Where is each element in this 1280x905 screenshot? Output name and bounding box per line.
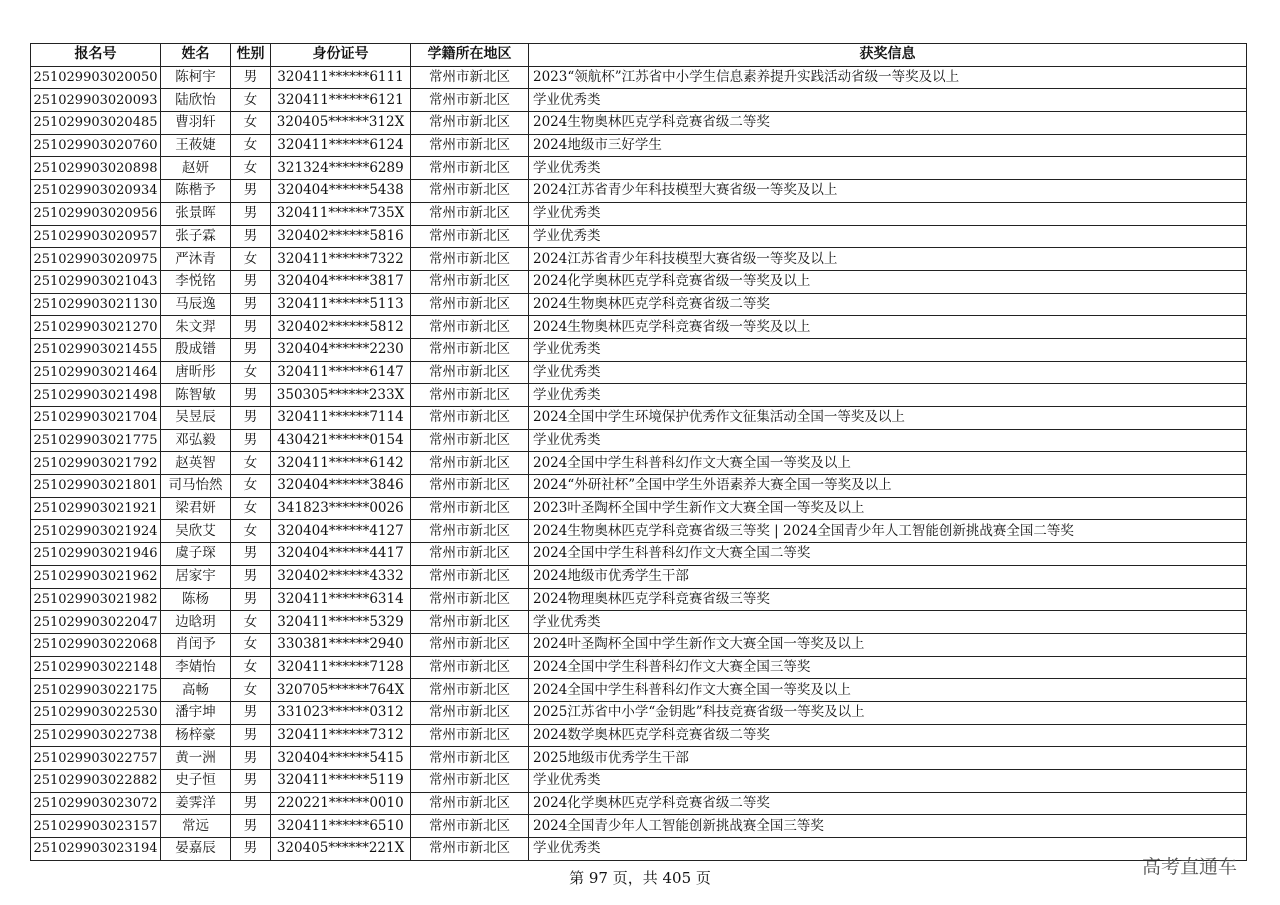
gender-cell: 女 (231, 134, 271, 157)
table-row (31, 815, 1247, 838)
header-id-number: 身份证号 (271, 44, 411, 67)
name-cell: 殷成镨 (161, 338, 231, 361)
award-info-cell: 2024全国青少年人工智能创新挑战赛全国三等奖 (529, 815, 1247, 838)
region-cell: 常州市新北区 (411, 633, 529, 656)
name-cell: 邓弘毅 (161, 429, 231, 452)
registration-no-cell: 251029903020956 (31, 202, 161, 225)
registration-no-cell: 251029903020050 (31, 66, 161, 89)
gender-cell: 男 (231, 407, 271, 430)
table-row (31, 338, 1247, 361)
name-cell: 杨梓豪 (161, 724, 231, 747)
award-info-cell: 学业优秀类 (529, 89, 1247, 112)
award-info-cell: 学业优秀类 (529, 384, 1247, 407)
name-cell: 朱文羿 (161, 316, 231, 339)
gender-cell: 男 (231, 565, 271, 588)
id-number-cell: 320402******4332 (271, 565, 411, 588)
region-cell: 常州市新北区 (411, 112, 529, 135)
registration-no-cell: 251029903021924 (31, 520, 161, 543)
gender-cell: 女 (231, 452, 271, 475)
registration-no-cell: 251029903023072 (31, 792, 161, 815)
region-cell: 常州市新北区 (411, 838, 529, 861)
table-row (31, 361, 1247, 384)
registration-no-cell: 251029903022047 (31, 611, 161, 634)
id-number-cell: 320411******6314 (271, 588, 411, 611)
id-number-cell: 320411******6124 (271, 134, 411, 157)
table-row (31, 747, 1247, 770)
id-number-cell: 320411******6147 (271, 361, 411, 384)
id-number-cell: 320411******7114 (271, 407, 411, 430)
region-cell: 常州市新北区 (411, 293, 529, 316)
name-cell: 陈柯宇 (161, 66, 231, 89)
id-number-cell: 350305******233X (271, 384, 411, 407)
region-cell: 常州市新北区 (411, 565, 529, 588)
table-row (31, 497, 1247, 520)
gender-cell: 男 (231, 543, 271, 566)
table-row (31, 565, 1247, 588)
registration-no-cell: 251029903020485 (31, 112, 161, 135)
region-cell: 常州市新北区 (411, 180, 529, 203)
table-row (31, 656, 1247, 679)
award-info-cell: 2024江苏省青少年科技模型大赛省级一等奖及以上 (529, 248, 1247, 271)
table-row (31, 157, 1247, 180)
gender-cell: 男 (231, 225, 271, 248)
gender-cell: 男 (231, 747, 271, 770)
registration-no-cell: 251029903021130 (31, 293, 161, 316)
award-info-cell: 学业优秀类 (529, 429, 1247, 452)
gender-cell: 男 (231, 429, 271, 452)
table-row (31, 429, 1247, 452)
region-cell: 常州市新北区 (411, 89, 529, 112)
region-cell: 常州市新北区 (411, 429, 529, 452)
table-row (31, 611, 1247, 634)
registration-no-cell: 251029903020760 (31, 134, 161, 157)
id-number-cell: 341823******0026 (271, 497, 411, 520)
registration-no-cell: 251029903021270 (31, 316, 161, 339)
award-info-cell: 学业优秀类 (529, 838, 1247, 861)
table-row (31, 270, 1247, 293)
registration-no-cell: 251029903023157 (31, 815, 161, 838)
region-cell: 常州市新北区 (411, 679, 529, 702)
award-info-cell: 2024生物奥林匹克学科竞赛省级三等奖 | 2024全国青少年人工智能创新挑战赛全国二等奖 (529, 520, 1247, 543)
page-number: 第 97 页，共 405 页 (569, 869, 711, 887)
registration-no-cell: 251029903021455 (31, 338, 161, 361)
table-row (31, 701, 1247, 724)
registration-no-cell: 251029903022882 (31, 770, 161, 793)
registration-no-cell: 251029903023194 (31, 838, 161, 861)
gender-cell: 女 (231, 497, 271, 520)
region-cell: 常州市新北区 (411, 701, 529, 724)
id-number-cell: 331023******0312 (271, 701, 411, 724)
table-row (31, 225, 1247, 248)
gender-cell: 女 (231, 520, 271, 543)
registration-no-cell: 251029903021801 (31, 475, 161, 498)
table-row (31, 384, 1247, 407)
award-info-cell: 2024全国中学生科普科幻作文大赛全国二等奖 (529, 543, 1247, 566)
region-cell: 常州市新北区 (411, 66, 529, 89)
award-info-cell: 2023“领航杯”江苏省中小学生信息素养提升实践活动省级一等奖及以上 (529, 66, 1247, 89)
name-cell: 虞子琛 (161, 543, 231, 566)
award-info-cell: 2025江苏省中小学“金钥匙”科技竞赛省级一等奖及以上 (529, 701, 1247, 724)
registration-no-cell: 251029903021775 (31, 429, 161, 452)
region-cell: 常州市新北区 (411, 338, 529, 361)
gender-cell: 女 (231, 157, 271, 180)
id-number-cell: 320411******7128 (271, 656, 411, 679)
table-row (31, 770, 1247, 793)
id-number-cell: 320705******764X (271, 679, 411, 702)
name-cell: 马辰逸 (161, 293, 231, 316)
award-info-cell: 2024叶圣陶杯全国中学生新作文大赛全国一等奖及以上 (529, 633, 1247, 656)
id-number-cell: 220221******0010 (271, 792, 411, 815)
registration-no-cell: 251029903021982 (31, 588, 161, 611)
gender-cell: 女 (231, 475, 271, 498)
name-cell: 陈楷予 (161, 180, 231, 203)
region-cell: 常州市新北区 (411, 270, 529, 293)
award-info-cell: 2024化学奥林匹克学科竞赛省级二等奖 (529, 792, 1247, 815)
award-list-table (30, 43, 1247, 861)
region-cell: 常州市新北区 (411, 452, 529, 475)
table-row (31, 112, 1247, 135)
id-number-cell: 320411******5119 (271, 770, 411, 793)
name-cell: 王莜婕 (161, 134, 231, 157)
table-row (31, 293, 1247, 316)
award-info-cell: 学业优秀类 (529, 770, 1247, 793)
registration-no-cell: 251029903021921 (31, 497, 161, 520)
award-info-cell: 学业优秀类 (529, 157, 1247, 180)
header-registration-no: 报名号 (31, 44, 161, 67)
id-number-cell: 320404******2230 (271, 338, 411, 361)
registration-no-cell: 251029903022530 (31, 701, 161, 724)
region-cell: 常州市新北区 (411, 770, 529, 793)
name-cell: 陈智敏 (161, 384, 231, 407)
name-cell: 陆欣怡 (161, 89, 231, 112)
region-cell: 常州市新北区 (411, 202, 529, 225)
table-row (31, 588, 1247, 611)
table-body (31, 66, 1247, 860)
region-cell: 常州市新北区 (411, 497, 529, 520)
header-region: 学籍所在地区 (411, 44, 529, 67)
award-info-cell: 2024地级市优秀学生干部 (529, 565, 1247, 588)
registration-no-cell: 251029903021792 (31, 452, 161, 475)
table-row (31, 452, 1247, 475)
table-row (31, 89, 1247, 112)
table-row (31, 633, 1247, 656)
registration-no-cell: 251029903022148 (31, 656, 161, 679)
award-info-cell: 2024物理奥林匹克学科竞赛省级三等奖 (529, 588, 1247, 611)
region-cell: 常州市新北区 (411, 724, 529, 747)
table-header-row (31, 44, 1247, 67)
name-cell: 姜霁洋 (161, 792, 231, 815)
id-number-cell: 320411******6111 (271, 66, 411, 89)
name-cell: 赵英智 (161, 452, 231, 475)
award-info-cell: 2024地级市三好学生 (529, 134, 1247, 157)
award-info-cell: 2024江苏省青少年科技模型大赛省级一等奖及以上 (529, 180, 1247, 203)
name-cell: 赵妍 (161, 157, 231, 180)
id-number-cell: 321324******6289 (271, 157, 411, 180)
gender-cell: 女 (231, 89, 271, 112)
name-cell: 李婧怡 (161, 656, 231, 679)
id-number-cell: 330381******2940 (271, 633, 411, 656)
registration-no-cell: 251029903022738 (31, 724, 161, 747)
registration-no-cell: 251029903020093 (31, 89, 161, 112)
registration-no-cell: 251029903021704 (31, 407, 161, 430)
name-cell: 吴欣艾 (161, 520, 231, 543)
gender-cell: 男 (231, 316, 271, 339)
table-row (31, 543, 1247, 566)
award-info-cell: 2024“外研社杯”全国中学生外语素养大赛全国一等奖及以上 (529, 475, 1247, 498)
registration-no-cell: 251029903022068 (31, 633, 161, 656)
name-cell: 严沐青 (161, 248, 231, 271)
gender-cell: 男 (231, 701, 271, 724)
id-number-cell: 320404******4127 (271, 520, 411, 543)
watermark-text: 高考直通车 (1142, 856, 1238, 878)
gender-cell: 女 (231, 611, 271, 634)
id-number-cell: 320404******3846 (271, 475, 411, 498)
table-row (31, 134, 1247, 157)
award-info-cell: 学业优秀类 (529, 361, 1247, 384)
name-cell: 史子恒 (161, 770, 231, 793)
table-row (31, 316, 1247, 339)
id-number-cell: 320405******312X (271, 112, 411, 135)
gender-cell: 女 (231, 361, 271, 384)
registration-no-cell: 251029903022175 (31, 679, 161, 702)
region-cell: 常州市新北区 (411, 543, 529, 566)
award-info-cell: 2024生物奥林匹克学科竞赛省级二等奖 (529, 293, 1247, 316)
name-cell: 司马怡然 (161, 475, 231, 498)
registration-no-cell: 251029903020957 (31, 225, 161, 248)
header-award-info: 获奖信息 (529, 44, 1247, 67)
name-cell: 居家宇 (161, 565, 231, 588)
award-info-cell: 学业优秀类 (529, 611, 1247, 634)
award-info-cell: 学业优秀类 (529, 338, 1247, 361)
gender-cell: 男 (231, 792, 271, 815)
award-info-cell: 2025地级市优秀学生干部 (529, 747, 1247, 770)
award-info-cell: 2024全国中学生科普科幻作文大赛全国一等奖及以上 (529, 452, 1247, 475)
table-row (31, 202, 1247, 225)
award-info-cell: 学业优秀类 (529, 225, 1247, 248)
gender-cell: 女 (231, 248, 271, 271)
gender-cell: 男 (231, 270, 271, 293)
name-cell: 陈杨 (161, 588, 231, 611)
region-cell: 常州市新北区 (411, 475, 529, 498)
award-info-cell: 2024全国中学生科普科幻作文大赛全国一等奖及以上 (529, 679, 1247, 702)
id-number-cell: 320405******221X (271, 838, 411, 861)
id-number-cell: 320404******4417 (271, 543, 411, 566)
region-cell: 常州市新北区 (411, 815, 529, 838)
name-cell: 唐昕彤 (161, 361, 231, 384)
gender-cell: 女 (231, 633, 271, 656)
id-number-cell: 320411******7312 (271, 724, 411, 747)
table-row (31, 520, 1247, 543)
gender-cell: 女 (231, 679, 271, 702)
region-cell: 常州市新北区 (411, 248, 529, 271)
table-row (31, 407, 1247, 430)
registration-no-cell: 251029903020934 (31, 180, 161, 203)
name-cell: 张景晖 (161, 202, 231, 225)
award-info-cell: 2024全国中学生环境保护优秀作文征集活动全国一等奖及以上 (529, 407, 1247, 430)
region-cell: 常州市新北区 (411, 588, 529, 611)
name-cell: 李悦铭 (161, 270, 231, 293)
id-number-cell: 430421******0154 (271, 429, 411, 452)
table-row (31, 475, 1247, 498)
name-cell: 潘宇坤 (161, 701, 231, 724)
region-cell: 常州市新北区 (411, 384, 529, 407)
registration-no-cell: 251029903022757 (31, 747, 161, 770)
header-gender: 性别 (231, 44, 271, 67)
registration-no-cell: 251029903021498 (31, 384, 161, 407)
name-cell: 吴昱辰 (161, 407, 231, 430)
award-info-cell: 2024化学奥林匹克学科竞赛省级一等奖及以上 (529, 270, 1247, 293)
region-cell: 常州市新北区 (411, 407, 529, 430)
table-row (31, 838, 1247, 861)
id-number-cell: 320411******735X (271, 202, 411, 225)
region-cell: 常州市新北区 (411, 747, 529, 770)
gender-cell: 男 (231, 724, 271, 747)
award-info-cell: 2024生物奥林匹克学科竞赛省级一等奖及以上 (529, 316, 1247, 339)
region-cell: 常州市新北区 (411, 520, 529, 543)
name-cell: 黄一洲 (161, 747, 231, 770)
name-cell: 梁君妍 (161, 497, 231, 520)
gender-cell: 男 (231, 338, 271, 361)
region-cell: 常州市新北区 (411, 316, 529, 339)
region-cell: 常州市新北区 (411, 792, 529, 815)
region-cell: 常州市新北区 (411, 157, 529, 180)
name-cell: 张子霖 (161, 225, 231, 248)
registration-no-cell: 251029903020975 (31, 248, 161, 271)
name-cell: 肖闰予 (161, 633, 231, 656)
id-number-cell: 320411******7322 (271, 248, 411, 271)
id-number-cell: 320411******5113 (271, 293, 411, 316)
region-cell: 常州市新北区 (411, 225, 529, 248)
id-number-cell: 320411******6142 (271, 452, 411, 475)
id-number-cell: 320404******5438 (271, 180, 411, 203)
id-number-cell: 320411******6121 (271, 89, 411, 112)
id-number-cell: 320411******5329 (271, 611, 411, 634)
table-row (31, 66, 1247, 89)
gender-cell: 男 (231, 66, 271, 89)
award-info-cell: 2023叶圣陶杯全国中学生新作文大赛全国一等奖及以上 (529, 497, 1247, 520)
gender-cell: 男 (231, 202, 271, 225)
gender-cell: 女 (231, 112, 271, 135)
region-cell: 常州市新北区 (411, 134, 529, 157)
gender-cell: 男 (231, 838, 271, 861)
name-cell: 边晗玥 (161, 611, 231, 634)
id-number-cell: 320404******3817 (271, 270, 411, 293)
gender-cell: 男 (231, 770, 271, 793)
table-row (31, 724, 1247, 747)
gender-cell: 男 (231, 815, 271, 838)
table-row (31, 248, 1247, 271)
id-number-cell: 320402******5816 (271, 225, 411, 248)
gender-cell: 男 (231, 384, 271, 407)
registration-no-cell: 251029903021464 (31, 361, 161, 384)
table-row (31, 180, 1247, 203)
id-number-cell: 320404******5415 (271, 747, 411, 770)
gender-cell: 男 (231, 180, 271, 203)
region-cell: 常州市新北区 (411, 656, 529, 679)
table-row (31, 792, 1247, 815)
table-row (31, 679, 1247, 702)
gender-cell: 女 (231, 656, 271, 679)
registration-no-cell: 251029903021946 (31, 543, 161, 566)
award-info-cell: 2024数学奥林匹克学科竞赛省级二等奖 (529, 724, 1247, 747)
registration-no-cell: 251029903021043 (31, 270, 161, 293)
registration-no-cell: 251029903021962 (31, 565, 161, 588)
header-name: 姓名 (161, 44, 231, 67)
id-number-cell: 320402******5812 (271, 316, 411, 339)
region-cell: 常州市新北区 (411, 611, 529, 634)
region-cell: 常州市新北区 (411, 361, 529, 384)
gender-cell: 男 (231, 293, 271, 316)
gender-cell: 男 (231, 588, 271, 611)
name-cell: 晏嘉辰 (161, 838, 231, 861)
award-info-cell: 2024全国中学生科普科幻作文大赛全国三等奖 (529, 656, 1247, 679)
registration-no-cell: 251029903020898 (31, 157, 161, 180)
name-cell: 常远 (161, 815, 231, 838)
award-info-cell: 2024生物奥林匹克学科竞赛省级二等奖 (529, 112, 1247, 135)
name-cell: 高畅 (161, 679, 231, 702)
award-info-cell: 学业优秀类 (529, 202, 1247, 225)
id-number-cell: 320411******6510 (271, 815, 411, 838)
name-cell: 曹羽轩 (161, 112, 231, 135)
